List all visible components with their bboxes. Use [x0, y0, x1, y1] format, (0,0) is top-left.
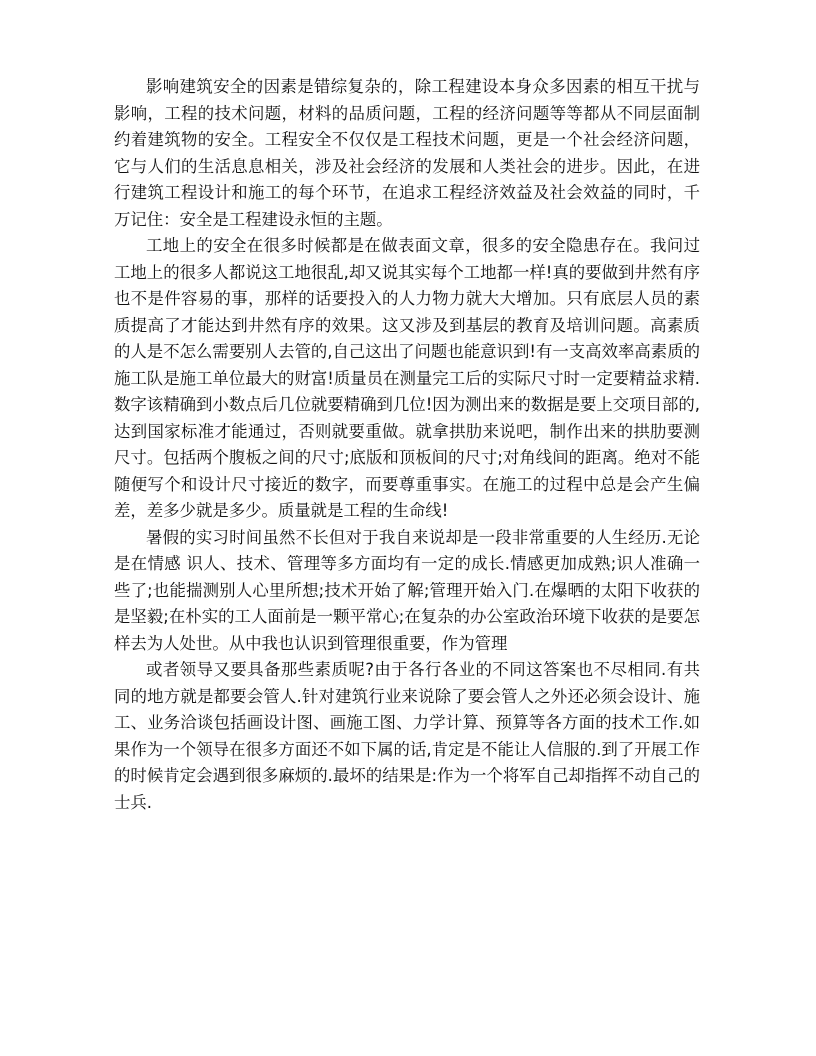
paragraph-2: 工地上的安全在很多时候都是在做表面文章，很多的安全隐患存在。我问过工地上的很多人都说这工地很乱,却又说其实每个工地都一样!真的要做到井然有序也不是件容易的事，那样的话要投入的人力物力就大大增加。只有底层人员的素质提高了才能达到井然有序的效果。这又涉及到基层的教育及培训问题。高素质的人是不怎么需要别人去管的,自己这出了问题也能意识到!有一支高效率高素质的施工队是施工单位最大的财富!质量员在测量完工后的实际尺寸时一定要精益求精.数字该精确到小数点后几位就要精确到几位!因为测出来的数据是要上交项目部的,达到国家标准才能通过，否则就要重做。就拿拱肋来说吧，制作出来的拱肋要测尺寸。包括两个腹板之间的尺寸;底版和顶板间的尺寸;对角线间的距离。绝对不能随便写个和设计尺寸接近的数字，而要尊重事实。在施工的过程中总是会产生偏差，差多少就是多少。质量就是工程的生命线!: [114, 236, 700, 520]
paragraph-1: 影响建筑安全的因素是错综复杂的，除工程建设本身众多因素的相互干扰与影响，工程的技术问题，材料的品质问题，工程的经济问题等等都从不同层面制约着建筑物的安全。工程安全不仅仅是工程技术问题，更是一个社会经济问题，它与人们的生活息息相关，涉及社会经济的发展和人类社会的进步。因此，在进行建筑工程设计和施工的每个环节，在追求工程经济效益及社会效益的同时，千万记住：安全是工程建设永恒的主题。: [114, 77, 700, 229]
document-body: [114, 74, 700, 816]
paragraph-4: 或者领导又要具备那些素质呢?由于各行各业的不同这答案也不尽相同.有共同的地方就是都要会管人.针对建筑行业来说除了要会管人之外还必须会设计、施工、业务洽谈包括画设计图、画施工图、力学计算、预算等各方面的技术工作.如果作为一个领导在很多方面还不如下属的话,肯定是不能让人信服的.到了开展工作的时候肯定会遇到很多麻烦的.最坏的结果是:作为一个将军自己却指挥不动自己的士兵.: [114, 660, 700, 812]
paragraph-3: 暑假的实习时间虽然不长但对于我自来说却是一段非常重要的人生经历.无论是在情感 识人、技术、管理等多方面均有一定的成长.情感更加成熟;识人准确一些了;也能揣测别人心里所想;技术开始了解;管理开始入门.在爆晒的太阳下收获的是坚毅;在朴实的工人面前是一颗平常心;在复杂的办公室政治环境下收获的是要怎样去为人处世。从中我也认识到管理很重要，作为管理: [114, 527, 700, 653]
